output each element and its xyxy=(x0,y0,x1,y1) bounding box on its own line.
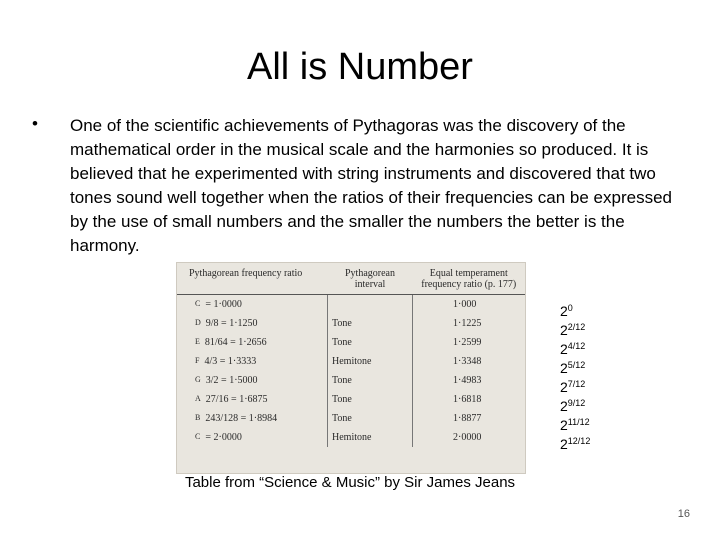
power-exponent: 7/12 xyxy=(567,379,586,389)
equal-cell: 1·4983 xyxy=(453,375,482,386)
power-base: 2 xyxy=(560,360,568,376)
ratio-cell xyxy=(177,295,328,315)
interval-cell: Hemitone xyxy=(328,352,413,371)
power-row xyxy=(560,302,590,321)
equal-cell: 1·8877 xyxy=(453,413,482,424)
equal-cell: 2·0000 xyxy=(453,432,482,443)
power-exponent: 5/12 xyxy=(567,360,586,370)
ratio-value: 243/128 = 1·8984 xyxy=(205,413,278,424)
page-number: 16 xyxy=(677,508,690,520)
equal-temperament-powers xyxy=(560,302,590,454)
table-header-interval: Pythagorean interval xyxy=(328,263,413,295)
equal-cell: 1·000 xyxy=(453,299,477,310)
ratio-value: = 2·0000 xyxy=(205,432,242,443)
table-row xyxy=(177,333,525,352)
power-exponent: 9/12 xyxy=(567,398,586,408)
power-exponent: 12/12 xyxy=(567,436,591,446)
power-row xyxy=(560,321,590,340)
ratio-value: 27/16 = 1·6875 xyxy=(205,394,268,405)
note-name: E xyxy=(195,337,200,346)
table-header-ratio: Pythagorean frequency ratio xyxy=(177,263,328,295)
note-name: C xyxy=(195,432,201,441)
table-row xyxy=(177,428,525,447)
equal-cell: 1·2599 xyxy=(453,337,482,348)
equal-cell: 1·3348 xyxy=(453,356,482,367)
ratio-cell xyxy=(177,428,328,447)
table-row xyxy=(177,352,525,371)
table-row xyxy=(177,314,525,333)
interval-cell: Tone xyxy=(328,371,413,390)
ratio-cell xyxy=(177,333,328,352)
equal-cell: 1·6818 xyxy=(453,394,482,405)
power-row xyxy=(560,435,590,454)
table-row xyxy=(177,390,525,409)
note-name: D xyxy=(195,318,201,327)
interval-cell: Hemitone xyxy=(328,428,413,447)
frequency-table xyxy=(177,263,525,447)
ratio-value: 4/3 = 1·3333 xyxy=(204,356,257,367)
ratio-value: 3/2 = 1·5000 xyxy=(205,375,258,386)
slide-title: All is Number xyxy=(247,46,473,88)
power-base: 2 xyxy=(560,379,568,395)
power-base: 2 xyxy=(560,398,568,414)
ratio-value: 9/8 = 1·1250 xyxy=(205,318,258,329)
power-exponent: 2/12 xyxy=(567,322,586,332)
table-caption: Table from “Science & Music” by Sir James Jeans xyxy=(184,474,516,491)
ratio-cell xyxy=(177,352,328,371)
note-name: G xyxy=(195,375,201,384)
interval-cell: Tone xyxy=(328,333,413,352)
bullet-icon: • xyxy=(32,114,38,133)
power-base: 2 xyxy=(560,341,568,357)
interval-cell: Tone xyxy=(328,314,413,333)
power-row xyxy=(560,397,590,416)
ratio-value: 81/64 = 1·2656 xyxy=(204,337,267,348)
power-base: 2 xyxy=(560,417,568,433)
ratio-cell xyxy=(177,371,328,390)
power-exponent: 11/12 xyxy=(567,417,590,427)
ratio-cell xyxy=(177,409,328,428)
power-base: 2 xyxy=(560,436,568,452)
power-row xyxy=(560,340,590,359)
power-row xyxy=(560,359,590,378)
table-row xyxy=(177,409,525,428)
power-exponent: 4/12 xyxy=(567,341,586,351)
frequency-table-image xyxy=(176,262,526,474)
interval-cell xyxy=(328,295,413,315)
table-row xyxy=(177,295,525,315)
table-header-equal: Equal temperament frequency ratio (p. 177) xyxy=(413,263,526,295)
ratio-value: = 1·0000 xyxy=(205,299,242,310)
power-base: 2 xyxy=(560,303,568,319)
equal-cell: 1·1225 xyxy=(453,318,482,329)
interval-cell: Tone xyxy=(328,390,413,409)
note-name: F xyxy=(195,356,200,365)
table-row xyxy=(177,371,525,390)
power-row xyxy=(560,416,590,435)
power-base: 2 xyxy=(560,322,568,338)
bullet-text: One of the scientific achievements of Pythagoras was the discovery of the mathematical order in the musical scale and the harmonies so produced. It is believed that he experimented with string instruments and discovered that two tones sound well together when the ratios of their frequencies can be expressed by the use of small numbers and the smaller the numbers the better is the harmony. xyxy=(70,116,672,255)
note-name: B xyxy=(195,413,201,422)
interval-cell: Tone xyxy=(328,409,413,428)
note-name: C xyxy=(195,299,201,308)
power-row xyxy=(560,378,590,397)
power-exponent: 0 xyxy=(567,303,573,313)
note-name: A xyxy=(195,394,201,403)
ratio-cell xyxy=(177,390,328,409)
ratio-cell xyxy=(177,314,328,333)
